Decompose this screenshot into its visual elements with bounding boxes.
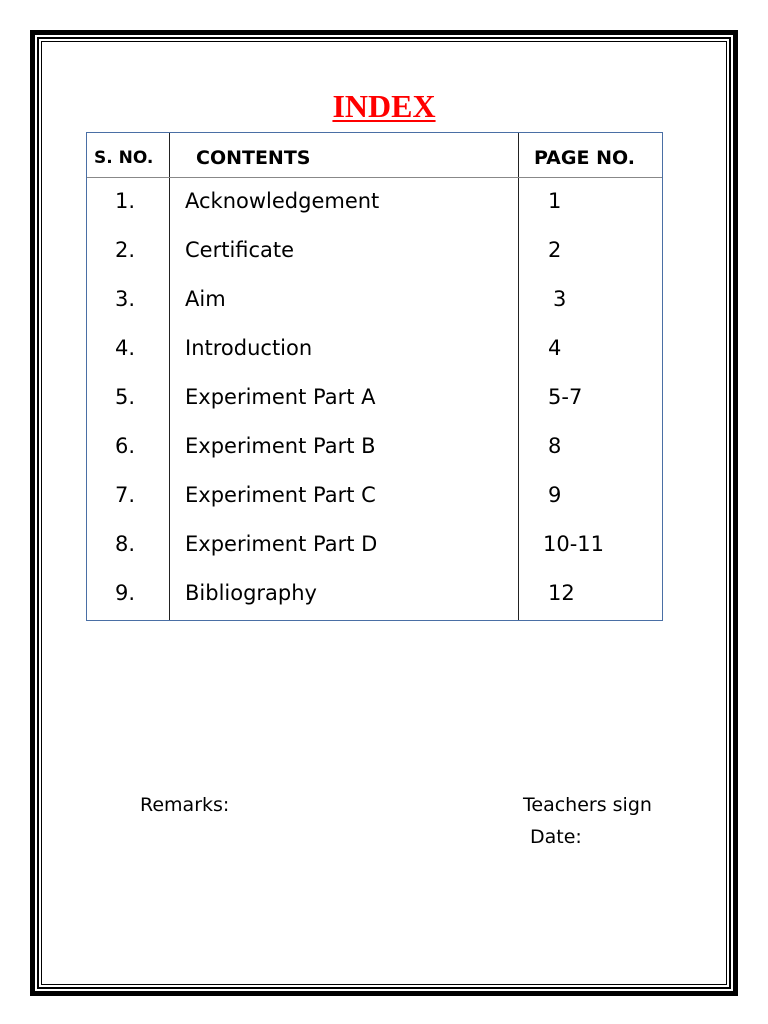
table-row (87, 189, 662, 238)
table-row (87, 532, 662, 581)
row-page: 10-11 (543, 532, 605, 556)
header-divider (87, 177, 662, 178)
header-page-no: PAGE NO. (534, 147, 635, 169)
row-content: Experiment Part B (185, 434, 376, 458)
table-row (87, 287, 662, 336)
row-sno: 6. (115, 434, 136, 458)
header-sno: S. NO. (94, 148, 154, 168)
row-content: Experiment Part D (185, 532, 378, 556)
table-row (87, 483, 662, 532)
row-content: Experiment Part C (185, 483, 376, 507)
date-label: Date: (530, 826, 582, 848)
table-row (87, 385, 662, 434)
row-sno: 5. (115, 385, 136, 409)
page-title: INDEX (332, 88, 436, 124)
row-page: 5-7 (548, 385, 583, 409)
row-content: Certificate (185, 238, 295, 262)
row-sno: 8. (115, 532, 136, 556)
row-page: 12 (548, 581, 575, 605)
row-content: Bibliography (185, 581, 317, 605)
row-content: Experiment Part A (185, 385, 376, 409)
row-page: 1 (548, 189, 562, 213)
row-content: Acknowledgement (185, 189, 380, 213)
row-page: 4 (548, 336, 562, 360)
row-sno: 3. (115, 287, 136, 311)
row-sno: 2. (115, 238, 136, 262)
index-table (86, 132, 663, 621)
row-page: 2 (548, 238, 562, 262)
row-sno: 7. (115, 483, 136, 507)
remarks-label: Remarks: (140, 794, 230, 816)
table-row (87, 336, 662, 385)
table-row (87, 434, 662, 483)
teacher-sign-label: Teachers sign (523, 794, 652, 816)
row-page: 8 (548, 434, 562, 458)
row-page: 3 (553, 287, 567, 311)
row-content: Introduction (185, 336, 313, 360)
row-page: 9 (548, 483, 562, 507)
row-content: Aim (185, 287, 226, 311)
row-sno: 9. (115, 581, 136, 605)
table-row (87, 238, 662, 287)
table-row (87, 581, 662, 630)
row-sno: 1. (115, 189, 136, 213)
header-contents: CONTENTS (196, 147, 311, 169)
row-sno: 4. (115, 336, 136, 360)
